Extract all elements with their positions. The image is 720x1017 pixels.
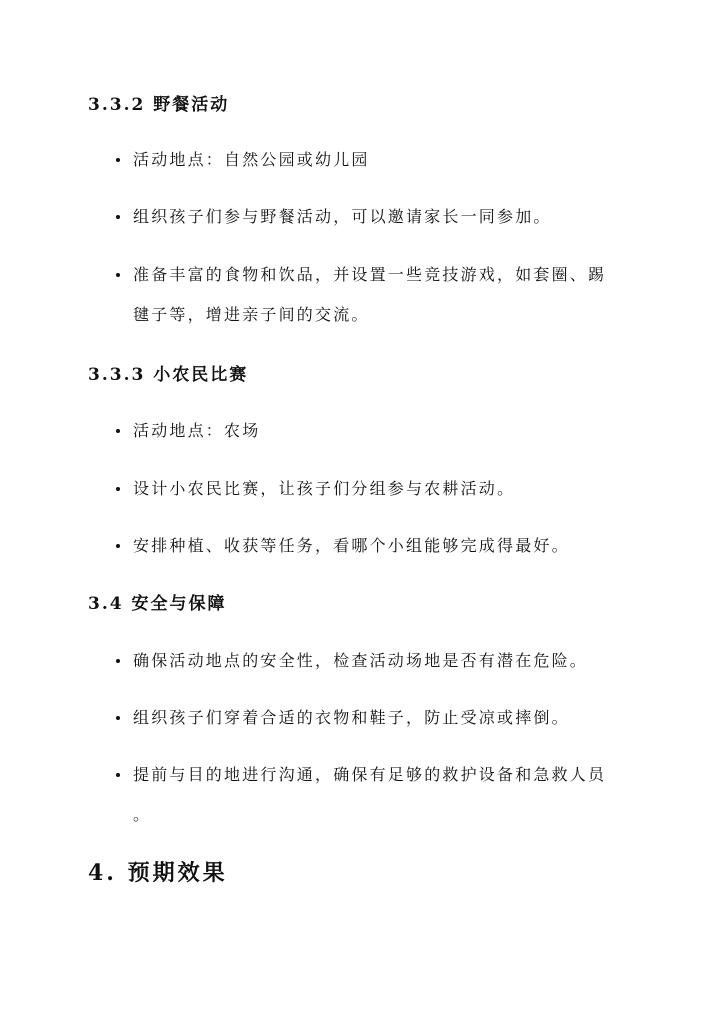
list-item: 活动地点：农场 (133, 421, 261, 440)
bullet-icon (116, 713, 124, 721)
list-item-continuation: 毽子等，增进亲子间的交流。 (133, 305, 370, 324)
list-item-continuation: 。 (133, 805, 152, 824)
list-item: 组织孩子们参与野餐活动，可以邀请家长一同参加。 (133, 207, 552, 226)
bullet-icon (116, 155, 124, 163)
list-item: 准备丰富的食物和饮品，并设置一些竞技游戏，如套圈、踢 (133, 265, 607, 284)
bullet-icon (116, 426, 124, 434)
bullet-icon (116, 212, 124, 220)
list-item: 提前与目的地进行沟通，确保有足够的救护设备和急救人员 (133, 765, 607, 784)
bullet-icon (116, 484, 124, 492)
list-item: 安排种植、收获等任务，看哪个小组能够完成得最好。 (133, 536, 570, 555)
chapter-heading-expected-results: 4. 预期效果 (88, 860, 228, 886)
bullet-icon (116, 270, 124, 278)
bullet-icon (116, 656, 124, 664)
section-heading-picnic: 3.3.2 野餐活动 (88, 95, 230, 115)
list-item: 设计小农民比赛，让孩子们分组参与农耕活动。 (133, 479, 516, 498)
section-heading-farmer-contest: 3.3.3 小农民比赛 (88, 365, 249, 385)
list-item: 活动地点：自然公园或幼儿园 (133, 150, 370, 169)
section-heading-safety: 3.4 安全与保障 (88, 594, 227, 614)
bullet-icon (116, 541, 124, 549)
list-item: 确保活动地点的安全性，检查活动场地是否有潜在危险。 (133, 651, 589, 670)
list-item: 组织孩子们穿着合适的衣物和鞋子，防止受凉或摔倒。 (133, 708, 570, 727)
bullet-icon (116, 770, 124, 778)
